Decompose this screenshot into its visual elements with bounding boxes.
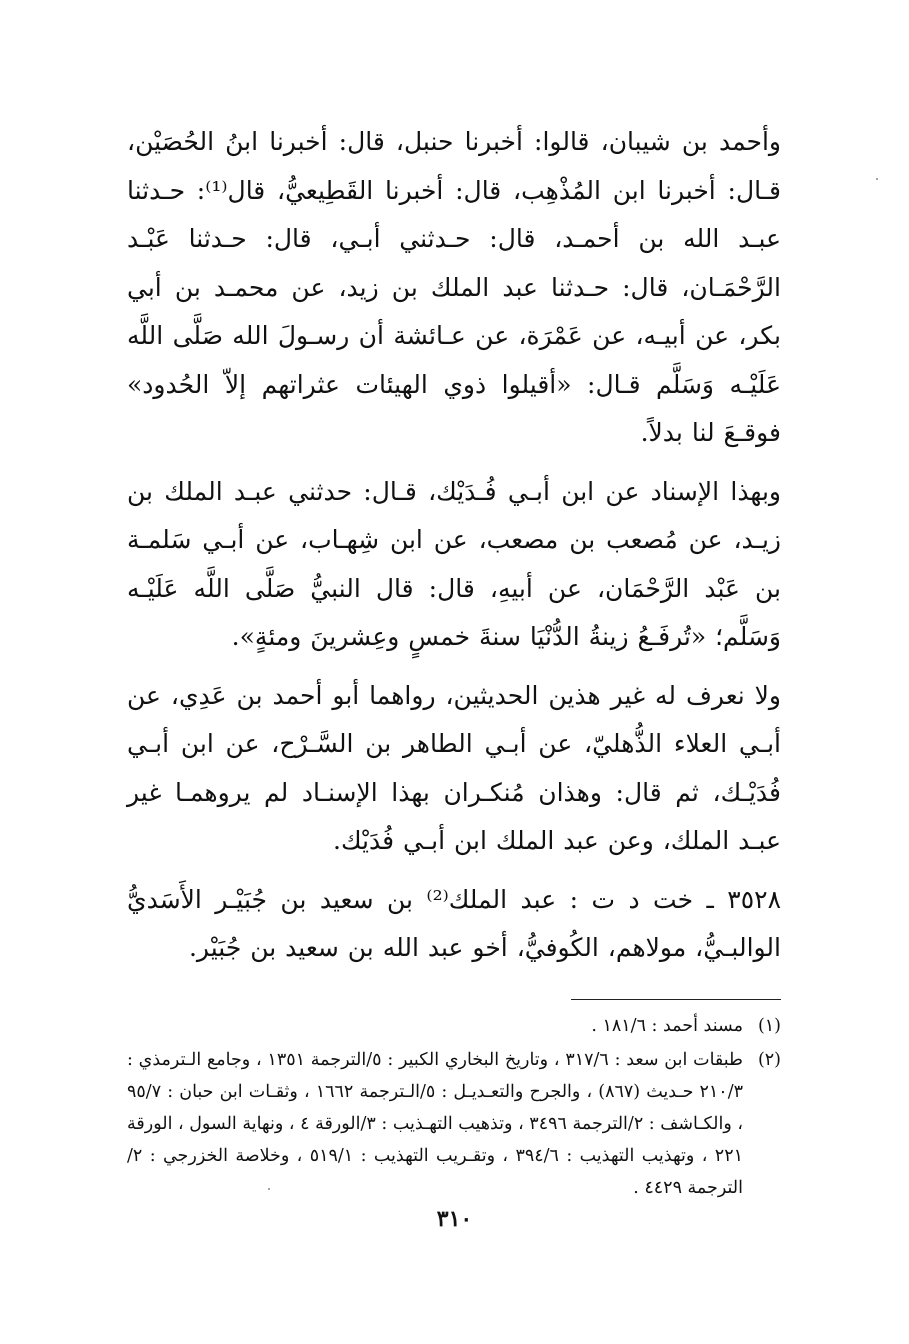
page-body (127, 118, 781, 1206)
footnote-1 (127, 1010, 781, 1042)
paragraph-2: وبهذا الإسناد عن ابن أبـي فُـدَيْك، قـال: حدثني عبـد الملك بن زيـد، عن مُصعب بن مصعب، عن ابن شِهـاب، عن أبـي سَلمـة بن عَبْد الرَّحْمَان، عن أبيهِ، قال: قال النبيُّ صَلَّى اللَّه عَلَيْـه وَسَلَّم؛ «تُرفَـعُ زينةُ الدُّنْيَا سنةَ خمسٍ وعِشرينَ ومئةٍ». (127, 476, 781, 651)
scan-speck (876, 178, 878, 180)
footnote-number: (٢) (757, 1049, 781, 1070)
paragraph-4-entry-3528: ٣٥٢٨ ـ خت د ت : عبد الملك⁽²⁾ بن سعيد بن جُبَيْـر الأَسَديُّ الوالبـيُّ، مولاهم، الكُوفيُّ، أخو عبد الله بن سعيد بن جُبَيْر. (127, 884, 781, 962)
footnote-number: (١) (757, 1015, 781, 1036)
footnotes (127, 1010, 781, 1204)
scan-speck (268, 1188, 270, 1190)
footnote-2 (127, 1044, 781, 1204)
footnote-text: طبقات ابن سعد : ٣١٧/٦ ، وتاريخ البخاري الكبير : ٥/الترجمة ١٣٥١ ، وجامع الـترمذي : ٢١٠/٣ حـديث (٨٦٧) ، والجرح والتعـديـل : ٥/الـترجمة ١٦٦٢ ، وثقـات ابن حبان : ٩٥/٧ ، والكـاشف : ٢/الترجمة ٣٤٩٦ ، وتذهيب التهـذيب : ٣/الورقة ٤ ، ونهاية السول ، الورقة ٢٢١ ، وتهذيب التهذيب : ٣٩٤/٦ ، وتقـريب التهذيب : ٥١٩/١ ، وخلاصة الخزرجي : ٢/الترجمة ٤٤٢٩ . (127, 1049, 744, 1198)
paragraph-1: وأحمد بن شيبان، قالوا: أخبرنا حنبل، قال: أخبرنا ابنُ الحُصَيْن، قـال: أخبرنا ابن المُذْهِب، قال: أخبرنا القَطِيعيُّ، قال⁽¹⁾: حـدثنا عبـد الله بن أحمـد، قال: حـدثني أبـي، قال: حـدثنا عَبْـد الرَّحْمَـان، قال: حـدثنا عبد الملك بن زيد، عن محمـد بن أبي بكر، عن أبيـه، عن عَمْرَة، عن عـائشة أن رسـولَ الله صَلَّى اللَّه عَلَيْـه وَسَلَّم قـال: «أقيلوا ذوي الهيئات عثراتهم إلاّ الحُدود» فوقـعَ لنا بدلاً. (127, 127, 782, 447)
footnote-divider (571, 999, 781, 1000)
page-number: ٣١٠ (436, 1206, 473, 1232)
paragraph-3: ولا نعرف له غير هذين الحديثين، رواهما أبو أحمد بن عَدِي، عن أبـي العلاء الذُّهليّ، عن أبـي الطاهر بن السَّـرْح، عن ابن أبـي فُدَيْـك، ثم قال: وهذان مُنكـران بهذا الإسنـاد لم يروهمـا غير عبـد الملك، وعن عبد الملك ابن أبـي فُدَيْك. (127, 680, 781, 855)
footnote-text: مسند أحمد : ١٨١/٦ . (591, 1015, 743, 1036)
